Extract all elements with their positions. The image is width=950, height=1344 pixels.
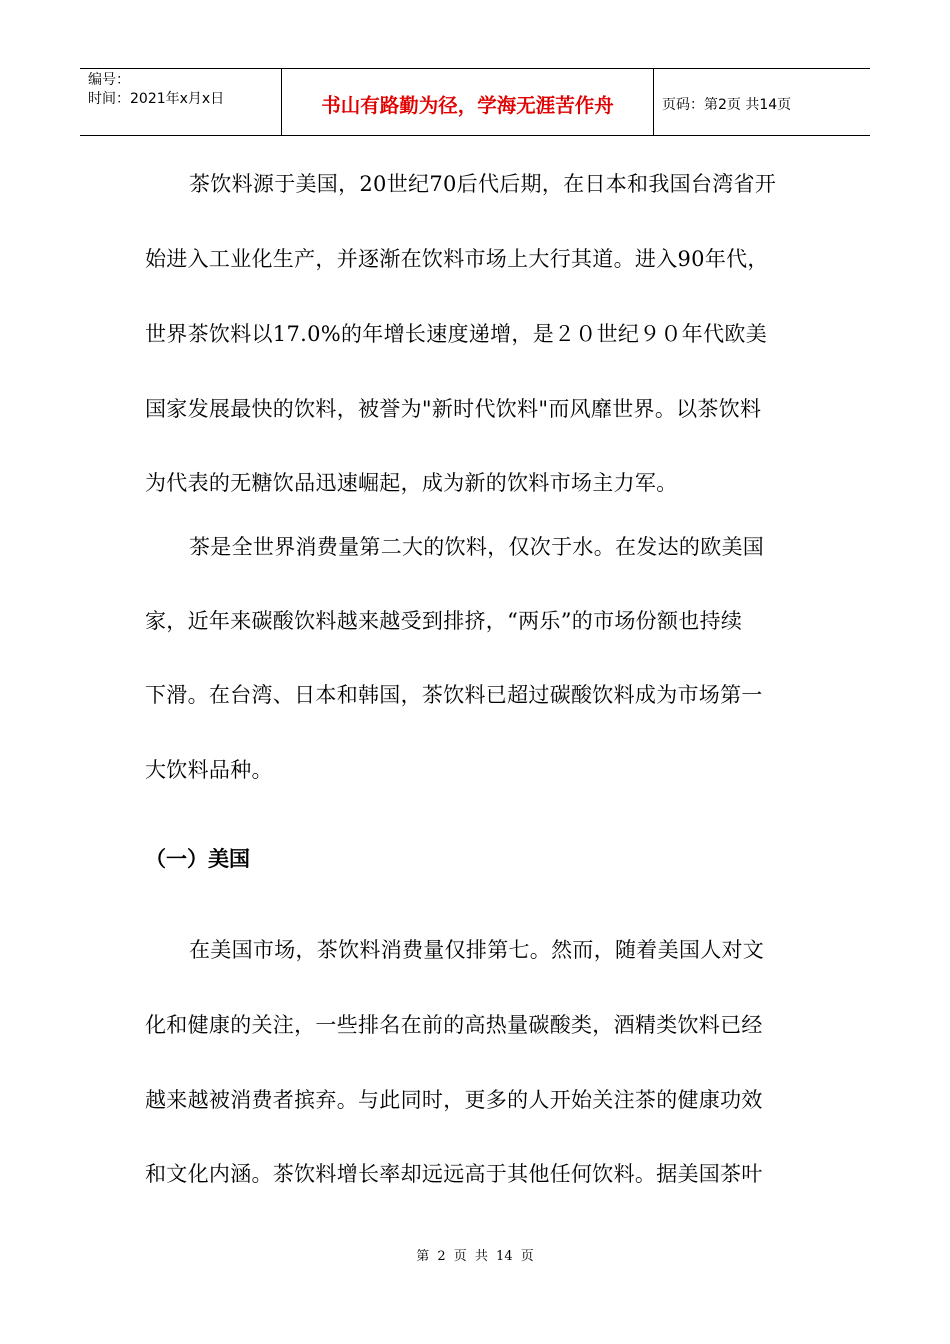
paragraph-line: 茶饮料源于美国，20世纪70后代后期，在日本和我国台湾省开 (189, 172, 777, 196)
paragraph-line: 世界茶饮料以17.0%的年增长速度递增，是２０世纪９０年代欧美 (145, 322, 768, 346)
paragraph-line: 化和健康的关注，一些排名在前的高热量碳酸类，酒精类饮料已经 (145, 1013, 763, 1037)
paragraph-line: 下滑。在台湾、日本和韩国，茶饮料已超过碳酸饮料成为市场第一 (145, 683, 763, 707)
paragraph-line: 在美国市场，茶饮料消费量仅排第七。然而，随着美国人对文 (189, 938, 765, 962)
page-footer: 第 2 页 共 14 页 (416, 1249, 534, 1264)
header-page-info: 页码：第2页 共14页 (662, 97, 792, 113)
paragraph-line: 大饮料品种。 (145, 758, 273, 782)
section-heading: （一）美国 (145, 847, 250, 871)
paragraph-line: 为代表的无糖饮品迅速崛起，成为新的饮料市场主力军。 (145, 471, 678, 495)
page-header (80, 68, 870, 136)
paragraph-line: 和文化内涵。茶饮料增长率却远远高于其他任何饮料。据美国茶叶 (145, 1162, 763, 1186)
header-meta (80, 69, 282, 135)
paragraph-line: 越来越被消费者摈弃。与此同时，更多的人开始关注茶的健康功效 (145, 1088, 763, 1112)
paragraph-line: 始进入工业化生产，并逐渐在饮料市场上大行其道。进入90年代， (145, 247, 769, 271)
document-number-label: 编号： (88, 72, 130, 88)
paragraph-line: 家，近年来碳酸饮料越来越受到排挤，“两乐”的市场份额也持续 (145, 609, 743, 633)
paragraph-line: 国家发展最快的饮料，被誉为"新时代饮料"而风靡世界。以茶饮料 (145, 397, 762, 421)
header-motto: 书山有路勤为径，学海无涯苦作舟 (282, 69, 654, 135)
document-date-label: 时间：2021年x月x日 (88, 91, 225, 107)
paragraph-line: 茶是全世界消费量第二大的饮料，仅次于水。在发达的欧美国 (189, 535, 765, 559)
